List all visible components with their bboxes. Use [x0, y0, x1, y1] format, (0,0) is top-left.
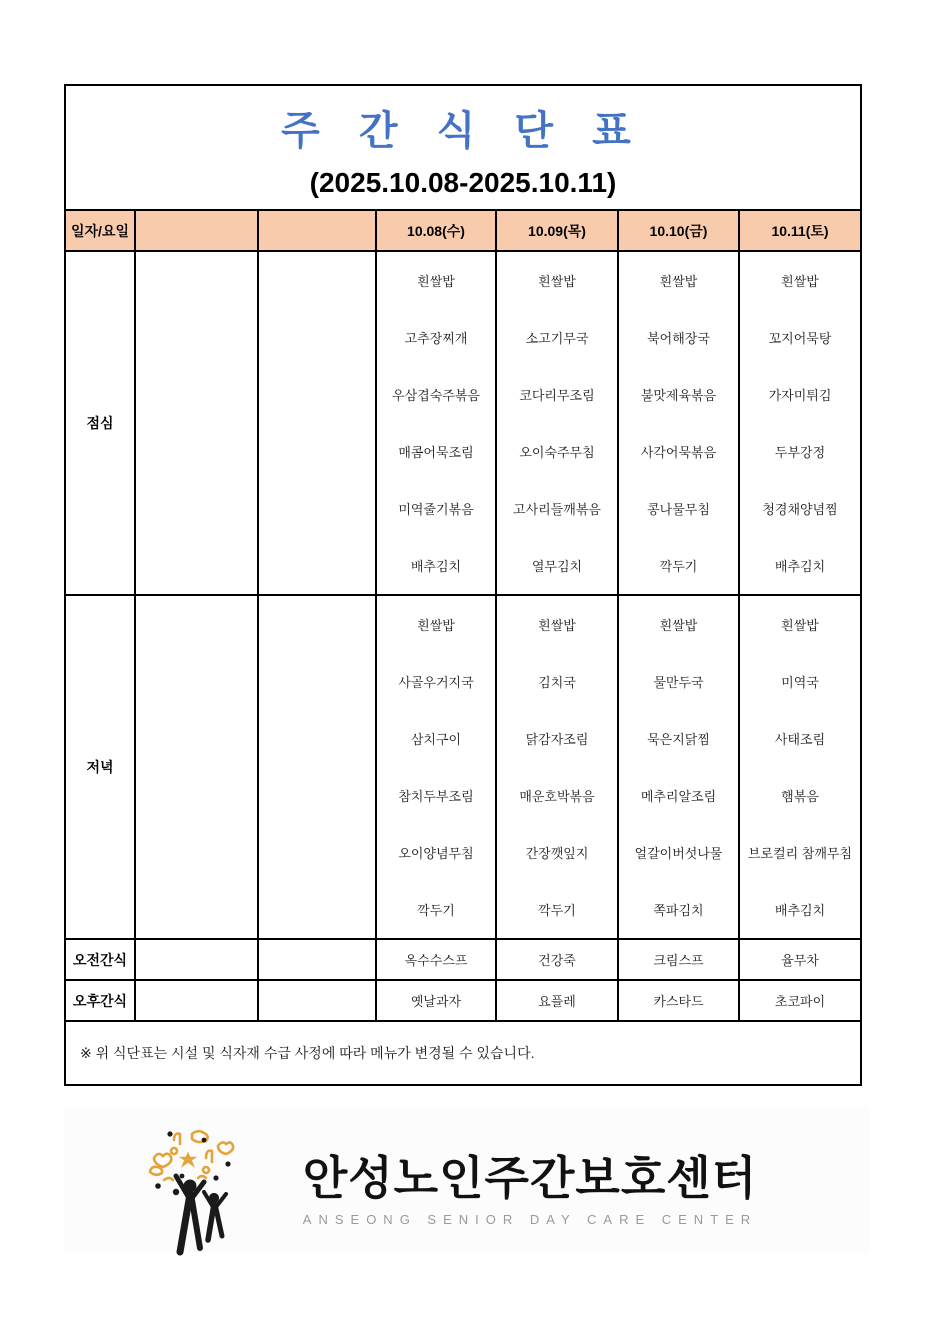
menu-item: 오이양념무침 — [398, 846, 474, 861]
empty-snack-cell — [258, 980, 376, 1021]
logo-english-name: ANSEONG SENIOR DAY CARE CENTER — [302, 1211, 758, 1227]
lunch-row — [65, 251, 861, 595]
menu-item: 오이숙주무침 — [519, 445, 595, 460]
menu-item: 사태조림 — [774, 732, 826, 747]
empty-snack-cell — [135, 980, 258, 1021]
page-title: 주 간 식 단 표 — [281, 108, 645, 153]
day-header: 10.10(금) — [618, 210, 739, 251]
empty-menu-cell — [258, 251, 376, 595]
day-header: 10.08(수) — [376, 210, 496, 251]
menu-item: 사골우거지국 — [398, 675, 474, 690]
snack-item-cell: 초코파이 — [739, 980, 861, 1021]
empty-menu-cell — [258, 595, 376, 939]
footnote-text: ※ 위 식단표는 시설 및 식자재 수급 사정에 따라 메뉴가 변경될 수 있습니다. — [80, 1045, 535, 1061]
menu-item: 흰쌀밥 — [781, 274, 819, 289]
snack-item-cell: 크림스프 — [618, 939, 739, 980]
menu-item: 깍두기 — [659, 559, 698, 574]
menu-item: 햄볶음 — [781, 789, 819, 804]
menu-item: 코다리무조림 — [519, 388, 595, 403]
menu-cell — [496, 251, 618, 595]
menu-item: 소고기무국 — [525, 331, 589, 346]
title-row — [65, 85, 861, 210]
menu-item: 미역줄기볶음 — [398, 502, 474, 517]
menu-cell — [496, 595, 618, 939]
empty-menu-cell — [135, 251, 258, 595]
snack-item-cell: 옛날과자 — [376, 980, 496, 1021]
menu-item: 쪽파김치 — [653, 903, 704, 918]
menu-cell — [376, 595, 496, 939]
menu-item: 흰쌀밥 — [417, 618, 455, 633]
menu-item: 흰쌀밥 — [538, 274, 576, 289]
row-label-lunch: 점심 — [65, 251, 135, 595]
row-label-afternoon-snack: 오후간식 — [65, 980, 135, 1021]
menu-item: 닭감자조림 — [525, 732, 589, 747]
menu-cell — [618, 251, 739, 595]
menu-item: 얼갈이버섯나물 — [634, 846, 723, 861]
corner-header: 일자/요일 — [65, 210, 135, 251]
weekly-menu-table — [64, 84, 862, 1086]
menu-item: 꼬지어묵탕 — [768, 331, 832, 346]
afternoon-snack-row — [65, 980, 861, 1021]
morning-snack-row — [65, 939, 861, 980]
menu-item: 묵은지닭찜 — [647, 732, 710, 747]
title-cell — [65, 85, 861, 210]
empty-snack-cell — [135, 939, 258, 980]
snack-item-cell: 건강죽 — [496, 939, 618, 980]
menu-item: 두부강정 — [774, 445, 826, 460]
header-row — [65, 210, 861, 251]
day-header: 10.09(목) — [496, 210, 618, 251]
menu-item: 흰쌀밥 — [781, 618, 819, 633]
snack-item-cell: 요플레 — [496, 980, 618, 1021]
menu-item: 고추장찌개 — [404, 331, 468, 346]
menu-item: 흰쌀밥 — [417, 274, 455, 289]
footnote-row — [65, 1021, 861, 1085]
menu-cell — [376, 251, 496, 595]
menu-cell — [618, 595, 739, 939]
menu-item: 깍두기 — [538, 903, 576, 918]
menu-item: 참치두부조림 — [398, 789, 474, 804]
snack-item-cell: 옥수수스프 — [376, 939, 496, 980]
menu-item: 김치국 — [538, 675, 576, 690]
menu-cell — [739, 595, 861, 939]
menu-item: 배추김치 — [774, 903, 826, 918]
menu-item: 흰쌀밥 — [659, 274, 698, 289]
menu-item: 북어해장국 — [647, 331, 710, 346]
menu-item: 배추김치 — [774, 559, 826, 574]
menu-item: 고사리들깨볶음 — [513, 502, 601, 517]
menu-item: 깍두기 — [417, 903, 455, 918]
menu-item: 브로컬리 참깨무침 — [747, 846, 853, 861]
menu-item: 삼치구이 — [410, 732, 462, 747]
menu-item: 배추김치 — [410, 559, 462, 574]
menu-item: 미역국 — [781, 675, 819, 690]
menu-item: 흰쌀밥 — [659, 618, 698, 633]
menu-item: 불맛제육볶음 — [640, 388, 717, 403]
menu-item: 물만두국 — [653, 675, 704, 690]
center-logo — [140, 1122, 820, 1258]
empty-snack-cell — [258, 939, 376, 980]
menu-cell — [739, 251, 861, 595]
dancing-figures-logo-icon — [140, 1124, 240, 1256]
menu-item: 가자미튀김 — [768, 388, 832, 403]
dinner-row — [65, 595, 861, 939]
menu-item: 매운호박볶음 — [519, 789, 595, 804]
snack-item-cell: 카스타드 — [618, 980, 739, 1021]
logo-korean-name: 안성노인주간보호센터 — [302, 1152, 758, 1205]
menu-item: 우삼겹숙주볶음 — [392, 388, 480, 403]
day-header: 10.11(토) — [739, 210, 861, 251]
row-label-dinner: 저녁 — [65, 595, 135, 939]
menu-item: 사각어묵볶음 — [640, 445, 717, 460]
empty-day-header — [135, 210, 258, 251]
menu-item: 매콤어묵조림 — [398, 445, 474, 460]
menu-item: 메추리알조림 — [640, 789, 717, 804]
row-label-morning-snack: 오전간식 — [65, 939, 135, 980]
empty-day-header — [258, 210, 376, 251]
menu-item: 열무김치 — [531, 559, 583, 574]
menu-item: 간장깻잎지 — [525, 846, 589, 861]
date-range: (2025.10.08-2025.10.11) — [309, 166, 617, 198]
menu-item: 흰쌀밥 — [538, 618, 576, 633]
empty-menu-cell — [135, 595, 258, 939]
menu-item: 청경채양념찜 — [762, 502, 838, 517]
menu-item: 콩나물무침 — [647, 502, 710, 517]
footnote-cell — [65, 1021, 861, 1085]
snack-item-cell: 율무차 — [739, 939, 861, 980]
